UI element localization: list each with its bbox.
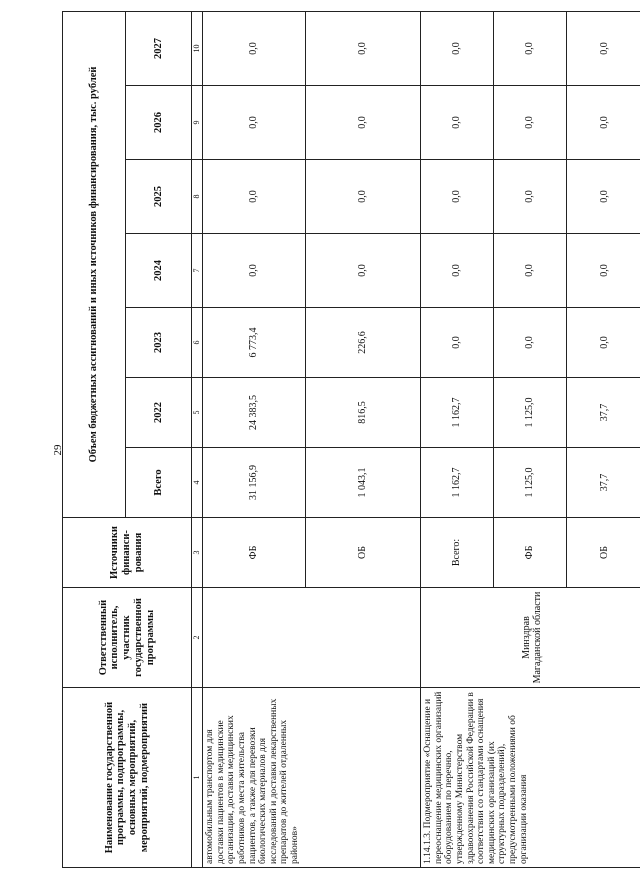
column-number: 6 xyxy=(192,308,203,378)
header-executor: Ответственный исполнитель, участник государственной программы xyxy=(63,588,192,688)
header-year: 2022 xyxy=(126,378,192,448)
value-cell: 31 156,9 xyxy=(203,448,306,518)
column-number: 5 xyxy=(192,378,203,448)
value-cell: 0,0 xyxy=(203,234,306,308)
value-cell: 0,0 xyxy=(306,160,421,234)
executor-cell xyxy=(203,588,421,688)
page-number: 29 xyxy=(52,444,64,456)
value-cell: 0,0 xyxy=(306,11,421,85)
value-cell: 0,0 xyxy=(203,11,306,85)
value-cell: 0,0 xyxy=(203,160,306,234)
value-cell: 6 773,4 xyxy=(203,308,306,378)
value-cell: 0,0 xyxy=(567,308,640,378)
header-volume: Объем бюджетных ассигнований и иных источников финансирования, тыс. рублей xyxy=(63,11,126,517)
value-cell: 0,0 xyxy=(421,11,494,85)
value-cell: 37,7 xyxy=(567,448,640,518)
column-number: 4 xyxy=(192,448,203,518)
value-cell: 0,0 xyxy=(203,86,306,160)
value-cell: 0,0 xyxy=(421,308,494,378)
table-row xyxy=(203,11,306,867)
source-cell: ФБ xyxy=(494,518,567,588)
column-number: 2 xyxy=(192,588,203,688)
header-total: Всего xyxy=(126,448,192,518)
source-cell: ФБ xyxy=(203,518,306,588)
value-cell: 0,0 xyxy=(421,160,494,234)
column-number: 8 xyxy=(192,160,203,234)
measure-description: 1.14.1.3. Подмероприятие «Оснащение и переоснащение медицинских организаций оборудованием по перечню, утвержденному Министерством здравоохранения Российской Федерации в соответствии со стандартами оснащения медицинских организаций (их структурных подразделений), предусмотренными положениями об организации оказания xyxy=(421,688,640,868)
value-cell: 226,6 xyxy=(306,308,421,378)
value-cell: 0,0 xyxy=(494,160,567,234)
executor-cell: Минздрав Магаданской области xyxy=(421,588,640,688)
value-cell: 0,0 xyxy=(306,234,421,308)
source-cell: ОБ xyxy=(306,518,421,588)
value-cell: 0,0 xyxy=(421,234,494,308)
header-year: 2023 xyxy=(126,308,192,378)
column-number: 9 xyxy=(192,86,203,160)
value-cell: 0,0 xyxy=(494,86,567,160)
value-cell: 0,0 xyxy=(567,160,640,234)
header-year: 2027 xyxy=(126,11,192,85)
value-cell: 0,0 xyxy=(567,234,640,308)
value-cell: 0,0 xyxy=(306,86,421,160)
financing-table xyxy=(62,11,640,868)
value-cell: 1 125,0 xyxy=(494,378,567,448)
column-number: 1 xyxy=(192,688,203,868)
value-cell: 24 383,5 xyxy=(203,378,306,448)
value-cell: 0,0 xyxy=(421,86,494,160)
column-number: 10 xyxy=(192,11,203,85)
value-cell: 1 162,7 xyxy=(421,378,494,448)
value-cell: 0,0 xyxy=(567,11,640,85)
source-cell: Всего: xyxy=(421,518,494,588)
header-year: 2026 xyxy=(126,86,192,160)
value-cell: 0,0 xyxy=(494,308,567,378)
header-year: 2025 xyxy=(126,160,192,234)
header-source: Источники финанси-рования xyxy=(63,518,192,588)
column-number: 3 xyxy=(192,518,203,588)
value-cell: 0,0 xyxy=(567,86,640,160)
source-cell: ОБ xyxy=(567,518,640,588)
value-cell: 0,0 xyxy=(494,11,567,85)
value-cell: 816,5 xyxy=(306,378,421,448)
header-year: 2024 xyxy=(126,234,192,308)
value-cell: 1 043,1 xyxy=(306,448,421,518)
value-cell: 1 162,7 xyxy=(421,448,494,518)
measure-description: автомобильным транспортом для доставки пациентов в медицинские организации, доставки медицинских работников до места жительства пациентов, а также для перевозки биологических материалов для исследований и доставки лекарственных препаратов до жителей отдаленных районов» xyxy=(203,688,421,868)
value-cell: 1 125,0 xyxy=(494,448,567,518)
header-name: Наименование государственной программы, подпрограммы, основных мероприятий, мероприятий, подмероприятий xyxy=(63,688,192,868)
value-cell: 37,7 xyxy=(567,378,640,448)
column-number: 7 xyxy=(192,234,203,308)
table-row xyxy=(421,11,494,867)
rotated-table-sheet xyxy=(62,12,611,868)
value-cell: 0,0 xyxy=(494,234,567,308)
